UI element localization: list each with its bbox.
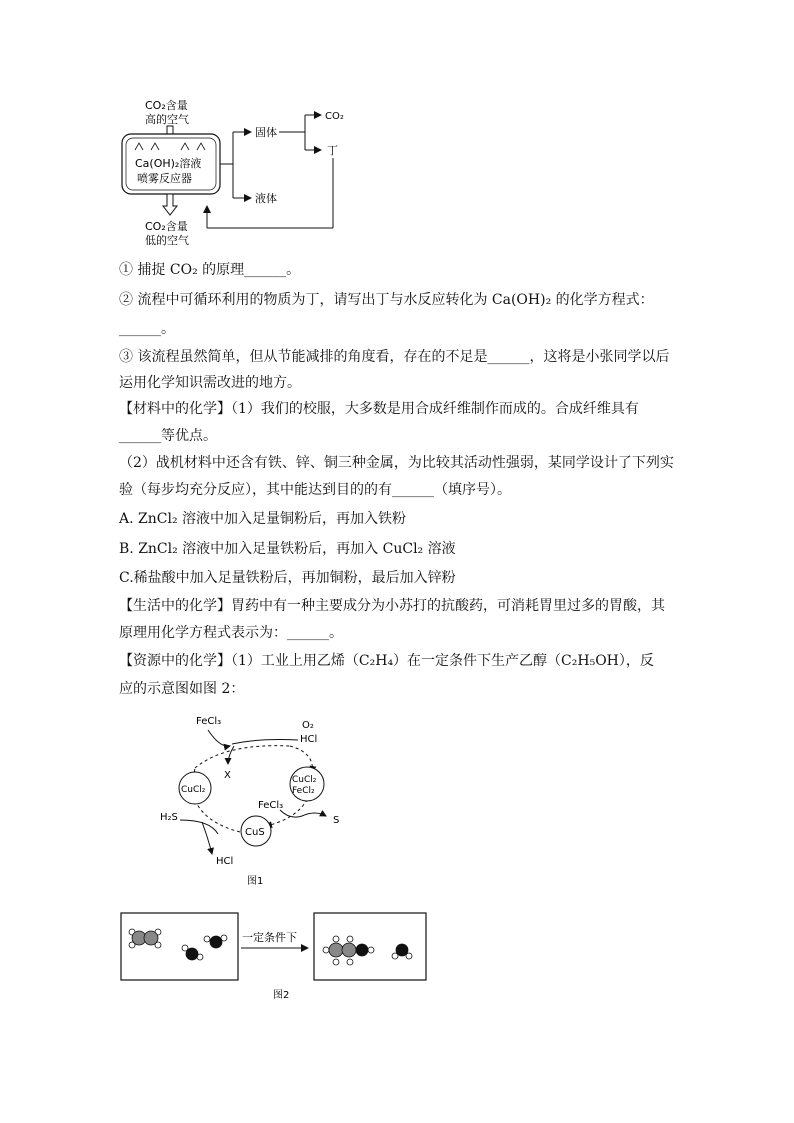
hcl-bottom-label: HCl	[216, 856, 234, 867]
question-2: ② 流程中可循环利用的物质为丁，请写出丁与水反应转化为 Ca(OH)₂ 的化学方程式：	[119, 292, 654, 308]
hcl-top-label: HCl	[300, 734, 318, 745]
material-2-line-2: 验（每步均充分反应），其中能达到目的的有______（填序号）。	[119, 482, 511, 498]
cycle-diagram-figure-1	[150, 708, 370, 888]
ding-label: 丁	[327, 144, 338, 157]
question-3-line-1: ③ 该流程虽然简单，但从节能减排的角度看，存在的不足是______，这将是小张同学以后	[119, 349, 670, 365]
resource-chem-line-1: 【资源中的化学】（1）工业上用乙烯（C₂H₄）在一定条件下生产乙醇（C₂H₅OH），反	[119, 653, 654, 669]
life-chem-line-2: 原理用化学方程式表示为：______。	[119, 625, 343, 641]
option-b: B. ZnCl₂ 溶液中加入足量铁粉后，再加入 CuCl₂ 溶液	[119, 541, 456, 557]
co2-product-label: CO₂	[325, 111, 344, 122]
material-2-line-1: （2）战机材料中还含有铁、锌、铜三种金属，为比较其活动性强弱，某同学设计了下列实	[119, 455, 674, 471]
fecl3-top-label: FeCl₃	[196, 716, 222, 727]
output-arrow	[163, 194, 177, 215]
solid-label: 固体	[255, 126, 277, 139]
question-1: ① 捕捉 CO₂ 的原理______。	[119, 262, 301, 278]
figure-2-caption: 图2	[273, 990, 290, 1001]
x-label: X	[224, 770, 231, 781]
condition-label: 一定条件下	[242, 931, 297, 944]
h2s-label: H₂S	[160, 812, 178, 823]
input-air-label-1: CO₂含量	[145, 99, 188, 112]
option-a: A. ZnCl₂ 溶液中加入足量铜粉后，再加入铁粉	[119, 511, 407, 527]
o2-label: O₂	[302, 720, 314, 731]
fecl3-mid-label: FeCl₃	[258, 800, 284, 811]
output-air-label-2: 低的空气	[145, 234, 189, 247]
material-line-1: 【材料中的化学】（1）我们的校服，大多数是用合成纤维制作而成的。合成纤维具有	[119, 401, 639, 417]
cucl2-label: CuCl₂	[181, 785, 206, 795]
option-c: C.稀盐酸中加入足量铁粉后，再加铜粉，最后加入锌粉	[119, 570, 456, 586]
s-label: S	[333, 815, 340, 826]
liquid-label: 液体	[255, 192, 277, 205]
cus-label: CuS	[245, 827, 265, 838]
question-2-blank: ______。	[119, 321, 175, 337]
life-chem-line-1: 【生活中的化学】胃药中有一种主要成分为小苏打的抗酸药，可消耗胃里过多的胃酸，其	[119, 598, 665, 614]
reactor-label-2: 喷雾反应器	[137, 172, 192, 185]
cucl2-label-right: CuCl₂	[292, 775, 317, 785]
reaction-diagram-figure-2	[118, 910, 430, 1002]
reactor-label-1: Ca(OH)₂溶液	[135, 157, 202, 170]
material-line-2: ______等优点。	[119, 428, 217, 444]
figure-1-caption: 图1	[247, 876, 264, 887]
question-3-line-2: 运用化学知识需改进的地方。	[119, 375, 301, 391]
input-air-label-2: 高的空气	[145, 113, 189, 126]
co2-capture-flow-diagram	[115, 96, 365, 252]
fecl2-label: FeCl₂	[292, 786, 315, 796]
resource-chem-line-2: 应的示意图如图 2：	[119, 681, 245, 697]
output-air-label-1: CO₂含量	[145, 220, 188, 233]
